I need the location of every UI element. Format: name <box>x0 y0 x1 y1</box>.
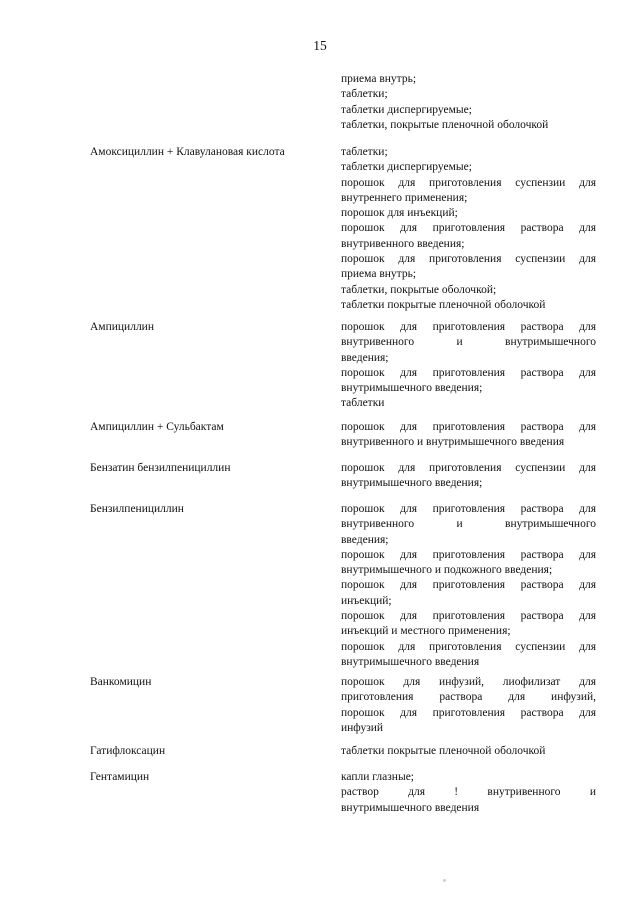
dosage-form: порошок для приготовления суспензии для <box>341 176 596 189</box>
dosage-form: порошок для приготовления раствора для <box>341 421 596 433</box>
dosage-form: таблетки покрытые пленочной оболочкой <box>341 745 546 757</box>
dosage-forms <box>341 770 596 816</box>
dosage-form: порошок для приготовления раствора для <box>341 706 596 719</box>
dosage-form: внутривенного и внутримышечного введения <box>341 436 565 449</box>
dosage-form: порошок для инъекций; <box>341 207 458 220</box>
drug-name: Гатифлоксацин <box>90 745 166 757</box>
drug-name: Бензатин бензилпенициллин <box>90 462 231 474</box>
dosage-forms <box>341 502 596 670</box>
dosage-form: внутривенного и внутримышечного <box>341 336 596 349</box>
dosage-form: инъекций; <box>341 594 392 607</box>
dosage-forms <box>341 72 596 133</box>
dosage-form: приема внутрь; <box>341 73 417 85</box>
dosage-form: таблетки покрытые пленочной оболочкой <box>341 298 546 311</box>
dosage-forms <box>341 744 596 759</box>
drug-name: Гентамицин <box>90 771 150 783</box>
dosage-form: введения; <box>341 351 389 364</box>
dosage-forms <box>341 461 596 492</box>
scan-speck <box>443 879 446 882</box>
dosage-form: внутримышечного и подкожного введения; <box>341 564 553 577</box>
dosage-form: таблетки диспергируемые; <box>341 161 472 174</box>
dosage-form: капли глазные; <box>341 771 414 783</box>
dosage-form: порошок для приготовления раствора для <box>341 548 596 561</box>
dosage-form: порошок для приготовления раствора для <box>341 222 596 235</box>
dosage-form: порошок для приготовления суспензии для <box>341 640 596 653</box>
dosage-form: порошок для приготовления суспензии для <box>341 462 596 474</box>
dosage-form: раствор для ! внутривенного и <box>341 786 596 799</box>
dosage-form: введения; <box>341 533 389 546</box>
dosage-form: порошок для приготовления суспензии для <box>341 253 596 266</box>
dosage-form: внутримышечного введения <box>341 655 480 668</box>
dosage-form: порошок для приготовления раствора для <box>341 366 596 379</box>
dosage-form: внутримышечного введения; <box>341 477 483 490</box>
dosage-form: порошок для приготовления раствора для <box>341 610 596 623</box>
drug-name: Ванкомицин <box>90 676 152 688</box>
dosage-form: инфузий <box>341 721 384 734</box>
dosage-form: внутривенного введения; <box>341 237 465 250</box>
dosage-form: таблетки, покрытые оболочкой; <box>341 283 497 296</box>
dosage-forms <box>341 420 596 451</box>
drug-name: Ампициллин <box>90 321 154 333</box>
dosage-form: внутримышечного введения <box>341 801 480 814</box>
dosage-form: таблетки <box>341 397 385 410</box>
dosage-form: таблетки; <box>341 146 388 158</box>
dosage-form: таблетки диспергируемые; <box>341 103 472 116</box>
dosage-form: таблетки; <box>341 88 388 101</box>
dosage-forms <box>341 320 596 412</box>
dosage-form: порошок для приготовления раствора для <box>341 321 596 333</box>
dosage-form: порошок для приготовления раствора для <box>341 503 596 515</box>
dosage-form: внутривенного и внутримышечного <box>341 518 596 531</box>
dosage-forms <box>341 675 596 736</box>
dosage-form: таблетки, покрытые пленочной оболочкой <box>341 118 549 131</box>
dosage-form: приготовления раствора для инфузий, <box>341 691 596 704</box>
dosage-form: порошок для приготовления раствора для <box>341 579 596 592</box>
dosage-form: приема внутрь; <box>341 268 417 281</box>
dosage-form: внутримышечного введения; <box>341 382 483 395</box>
dosage-form: порошок для инфузий, лиофилизат для <box>341 676 596 688</box>
drug-name: Амоксициллин + Клавулановая кислота <box>90 146 285 158</box>
dosage-form: инъекций и местного применения; <box>341 625 511 638</box>
page-number: 15 <box>313 38 327 53</box>
dosage-forms <box>341 145 596 313</box>
drug-name: Ампициллин + Сульбактам <box>90 421 224 433</box>
dosage-form: внутреннего применения; <box>341 191 468 204</box>
drug-name: Бензилпенициллин <box>90 503 184 515</box>
